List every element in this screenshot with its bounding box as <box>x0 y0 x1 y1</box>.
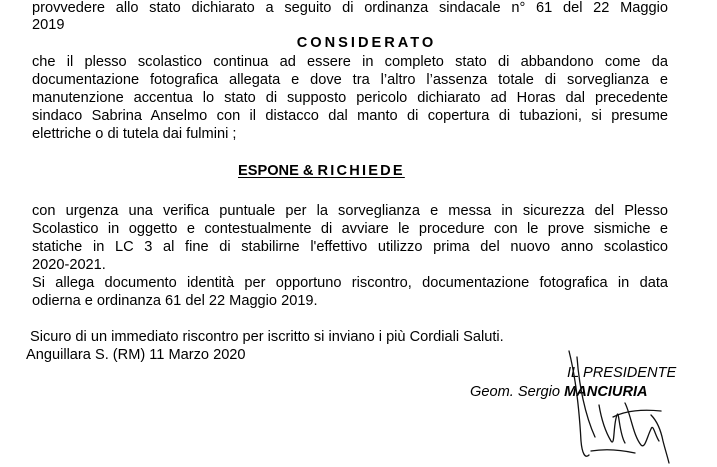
heading-part: ESPONE & <box>238 163 318 179</box>
richiede-line: Si allega documento identità per opportuno riscontro, documentazione fotografica in data <box>32 275 668 291</box>
richiede-line: con urgenza una verifica puntuale per la sorveglianza e messa in sicurezza del Plesso <box>32 203 668 219</box>
considerato-line: che il plesso scolastico continua ad essere in completo stato di abbandono come da <box>32 54 668 70</box>
closing-greeting: Sicuro di un immediato riscontro per iscritto si inviano i più Cordiali Saluti. <box>30 329 504 345</box>
signature-role: IL PRESIDENTE <box>567 365 677 381</box>
richiede-line: Scolastico in oggetto e contestualmente di avviare le procedure con le prove sismiche e <box>32 221 668 237</box>
body-line: provvedere allo stato dichiarato a seguito di ordinanza sindacale n° 61 del 22 Maggio <box>32 0 668 16</box>
body-line: 2019 <box>32 17 65 33</box>
signature-name-prefix: Geom. Sergio <box>470 384 565 400</box>
heading-part: RICHIEDE <box>317 163 405 179</box>
considerato-line: manutenzione accentua lo stato di supposto pericolo dichiarato ad Horas dal precedente <box>32 90 668 106</box>
considerato-heading: CONSIDERATO <box>296 35 437 51</box>
place-date: Anguillara S. (RM) 11 Marzo 2020 <box>26 347 246 363</box>
richiede-line: statiche in LC 3 al fine di stabilirne l'effettivo utilizzo prima del nuovo anno scolastico <box>32 239 668 255</box>
espone-richiede-heading <box>238 163 405 179</box>
considerato-line: documentazione fotografica allegata e dove tra l’altro l’assenza totale di sorveglianza e <box>32 72 668 88</box>
richiede-line: 2020-2021. <box>32 257 106 273</box>
considerato-line: sindaco Sabrina Anselmo con il distacco dal manto di copertura di tubazioni, si presume <box>32 108 668 124</box>
signature-surname: MANCIURIA <box>564 384 648 400</box>
handwritten-signature <box>555 345 675 465</box>
considerato-line: elettriche o di tutela dai fulmini ; <box>32 126 237 142</box>
richiede-line: odierna e ordinanza 61 del 22 Maggio 2019. <box>32 293 318 309</box>
